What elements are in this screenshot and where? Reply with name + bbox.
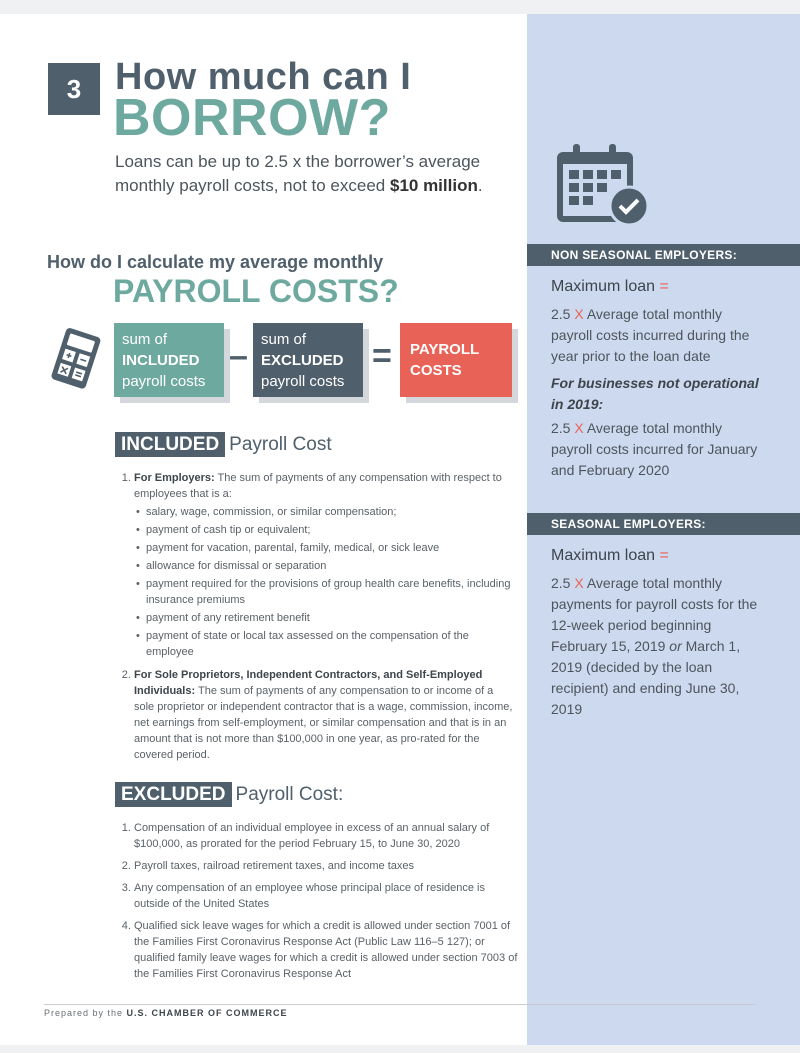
footer-credit — [44, 1008, 288, 1018]
bullet-item: • payment of state or local tax assessed on the compensation of the employee — [146, 628, 513, 660]
bullet-item: • payment for vacation, parental, family, medical, or sick leave — [146, 540, 513, 556]
excluded-list — [118, 820, 518, 988]
not-operational-note: For businesses not operational in 2019: — [551, 375, 759, 412]
max-loan-label — [551, 545, 766, 566]
item-text: The sum of payments of any compensation with respect to employees that is a: — [134, 472, 502, 500]
equals-symbol: = — [659, 278, 669, 295]
times-symbol: X — [574, 575, 584, 591]
seasonal-formula — [551, 573, 766, 720]
max-loan-text: Maximum loan — [551, 547, 656, 564]
intro-bold-amount: $10 million — [389, 176, 478, 195]
max-loan-label — [551, 276, 766, 297]
box-label: payroll costs — [122, 373, 206, 390]
list-item: 1. Compensation of an individual employee in excess of an annual salary of $100,000, as prorated for the period February 15, to June 30, 2020 — [134, 820, 518, 852]
minus-sign: – — [229, 337, 248, 375]
included-list — [118, 470, 513, 770]
multiplier: 2.5 — [551, 420, 571, 436]
formula-text: Average total monthly payroll costs incurred for January and February 2020 — [551, 420, 758, 478]
payroll-costs-result-box — [400, 323, 512, 397]
multiplier: 2.5 — [551, 306, 571, 322]
included-section-heading — [115, 434, 332, 456]
calc-heading-line2: PAYROLL COSTS? — [113, 273, 399, 309]
box-label-bold: INCLUDED — [122, 352, 200, 369]
or-italic: or — [669, 638, 682, 654]
box-label: sum of — [261, 331, 307, 348]
list-item — [134, 470, 513, 660]
section-heading-rest: Payroll Cost — [229, 434, 332, 455]
page-title-line1: How much can I — [115, 56, 412, 98]
intro-text: Loans can be up to 2.5 x the borrower’s average monthly payroll costs, not to exceed — [115, 152, 481, 195]
nonseasonal-heading: NON SEASONAL EMPLOYERS: — [527, 244, 800, 266]
not-operational-formula — [551, 418, 766, 481]
list-item — [134, 667, 513, 763]
nonseasonal-formula — [551, 304, 766, 367]
formula-text: March 1, 2019 (decided by the loan recipient) and ending June 30, 2019 — [551, 638, 741, 717]
bullet-item: • allowance for dismissal or separation — [146, 558, 513, 574]
excluded-sum-box — [253, 323, 363, 397]
equals-sign: = — [372, 337, 392, 375]
included-tag: INCLUDED — [115, 432, 225, 457]
excluded-tag: EXCLUDED — [115, 782, 232, 807]
formula-text: Average total monthly payroll costs incurred during the year prior to the loan date — [551, 306, 750, 364]
multiplier: 2.5 — [551, 575, 571, 591]
list-item: 2. Payroll taxes, railroad retirement taxes, and income taxes — [134, 858, 518, 874]
footer-org: U.S. CHAMBER OF COMMERCE — [126, 1008, 288, 1018]
top-strip — [0, 0, 800, 14]
bullet-item: • salary, wage, commission, or similar compensation; — [146, 504, 513, 520]
included-sum-box — [114, 323, 224, 397]
item-text: The sum of payments of any compensation to or income of a sole proprietor or independent contractor that is a wage, commission, income, net earnings from self-employment, or similar compensation and that is in an amount that is not more than $100,000 in one year, as pro-rated for the covered period. — [134, 685, 513, 761]
section-heading-rest: Payroll Cost: — [235, 784, 344, 805]
calculator-icon — [46, 325, 104, 391]
bullet-item: • payment required for the provisions of group health care benefits, including insurance premiums — [146, 576, 513, 608]
equals-symbol: = — [659, 547, 669, 564]
seasonal-heading: SEASONAL EMPLOYERS: — [527, 513, 800, 535]
times-symbol: X — [574, 420, 584, 436]
intro-end: . — [477, 176, 483, 195]
footer-divider — [44, 1004, 756, 1005]
box-label: sum of — [122, 331, 168, 348]
formula-text: Average total monthly payments for payroll costs for the 12-week period beginning February 15, 2019 — [551, 575, 758, 654]
max-loan-text: Maximum loan — [551, 278, 656, 295]
box-label: payroll costs — [261, 373, 345, 390]
item-lead: For Sole Proprietors, Independent Contractors, and Self-Employed Individuals: — [134, 669, 483, 697]
box-label-bold: EXCLUDED — [261, 352, 344, 369]
calc-heading-line1: How do I calculate my average monthly — [47, 252, 384, 272]
list-item: 4. Qualified sick leave wages for which a credit is allowed under section 7001 of the Families First Coronavirus Response Act (Public Law 116–5 127); or qualified family leave wages for which a credit is allowed under section 7003 of the Families First Coronavirus Response Act — [134, 918, 518, 982]
list-item: 3. Any compensation of an employee whose principal place of residence is outside of the United States — [134, 880, 518, 912]
item-lead: For Employers: — [134, 472, 215, 484]
step-number-badge: 3 — [48, 63, 100, 115]
page-title-line2: BORROW? — [113, 89, 391, 147]
times-symbol: X — [574, 306, 584, 322]
intro-paragraph — [115, 150, 495, 198]
excluded-section-heading — [115, 784, 343, 806]
calendar-check-icon — [553, 140, 653, 228]
bullet-item: • payment of any retirement benefit — [146, 610, 513, 626]
result-label: PAYROLL — [410, 341, 480, 358]
footer-prefix: Prepared by the — [44, 1008, 127, 1018]
result-label: COSTS — [410, 362, 462, 379]
bottom-strip — [0, 1045, 800, 1053]
bullet-item: • payment of cash tip or equivalent; — [146, 522, 513, 538]
